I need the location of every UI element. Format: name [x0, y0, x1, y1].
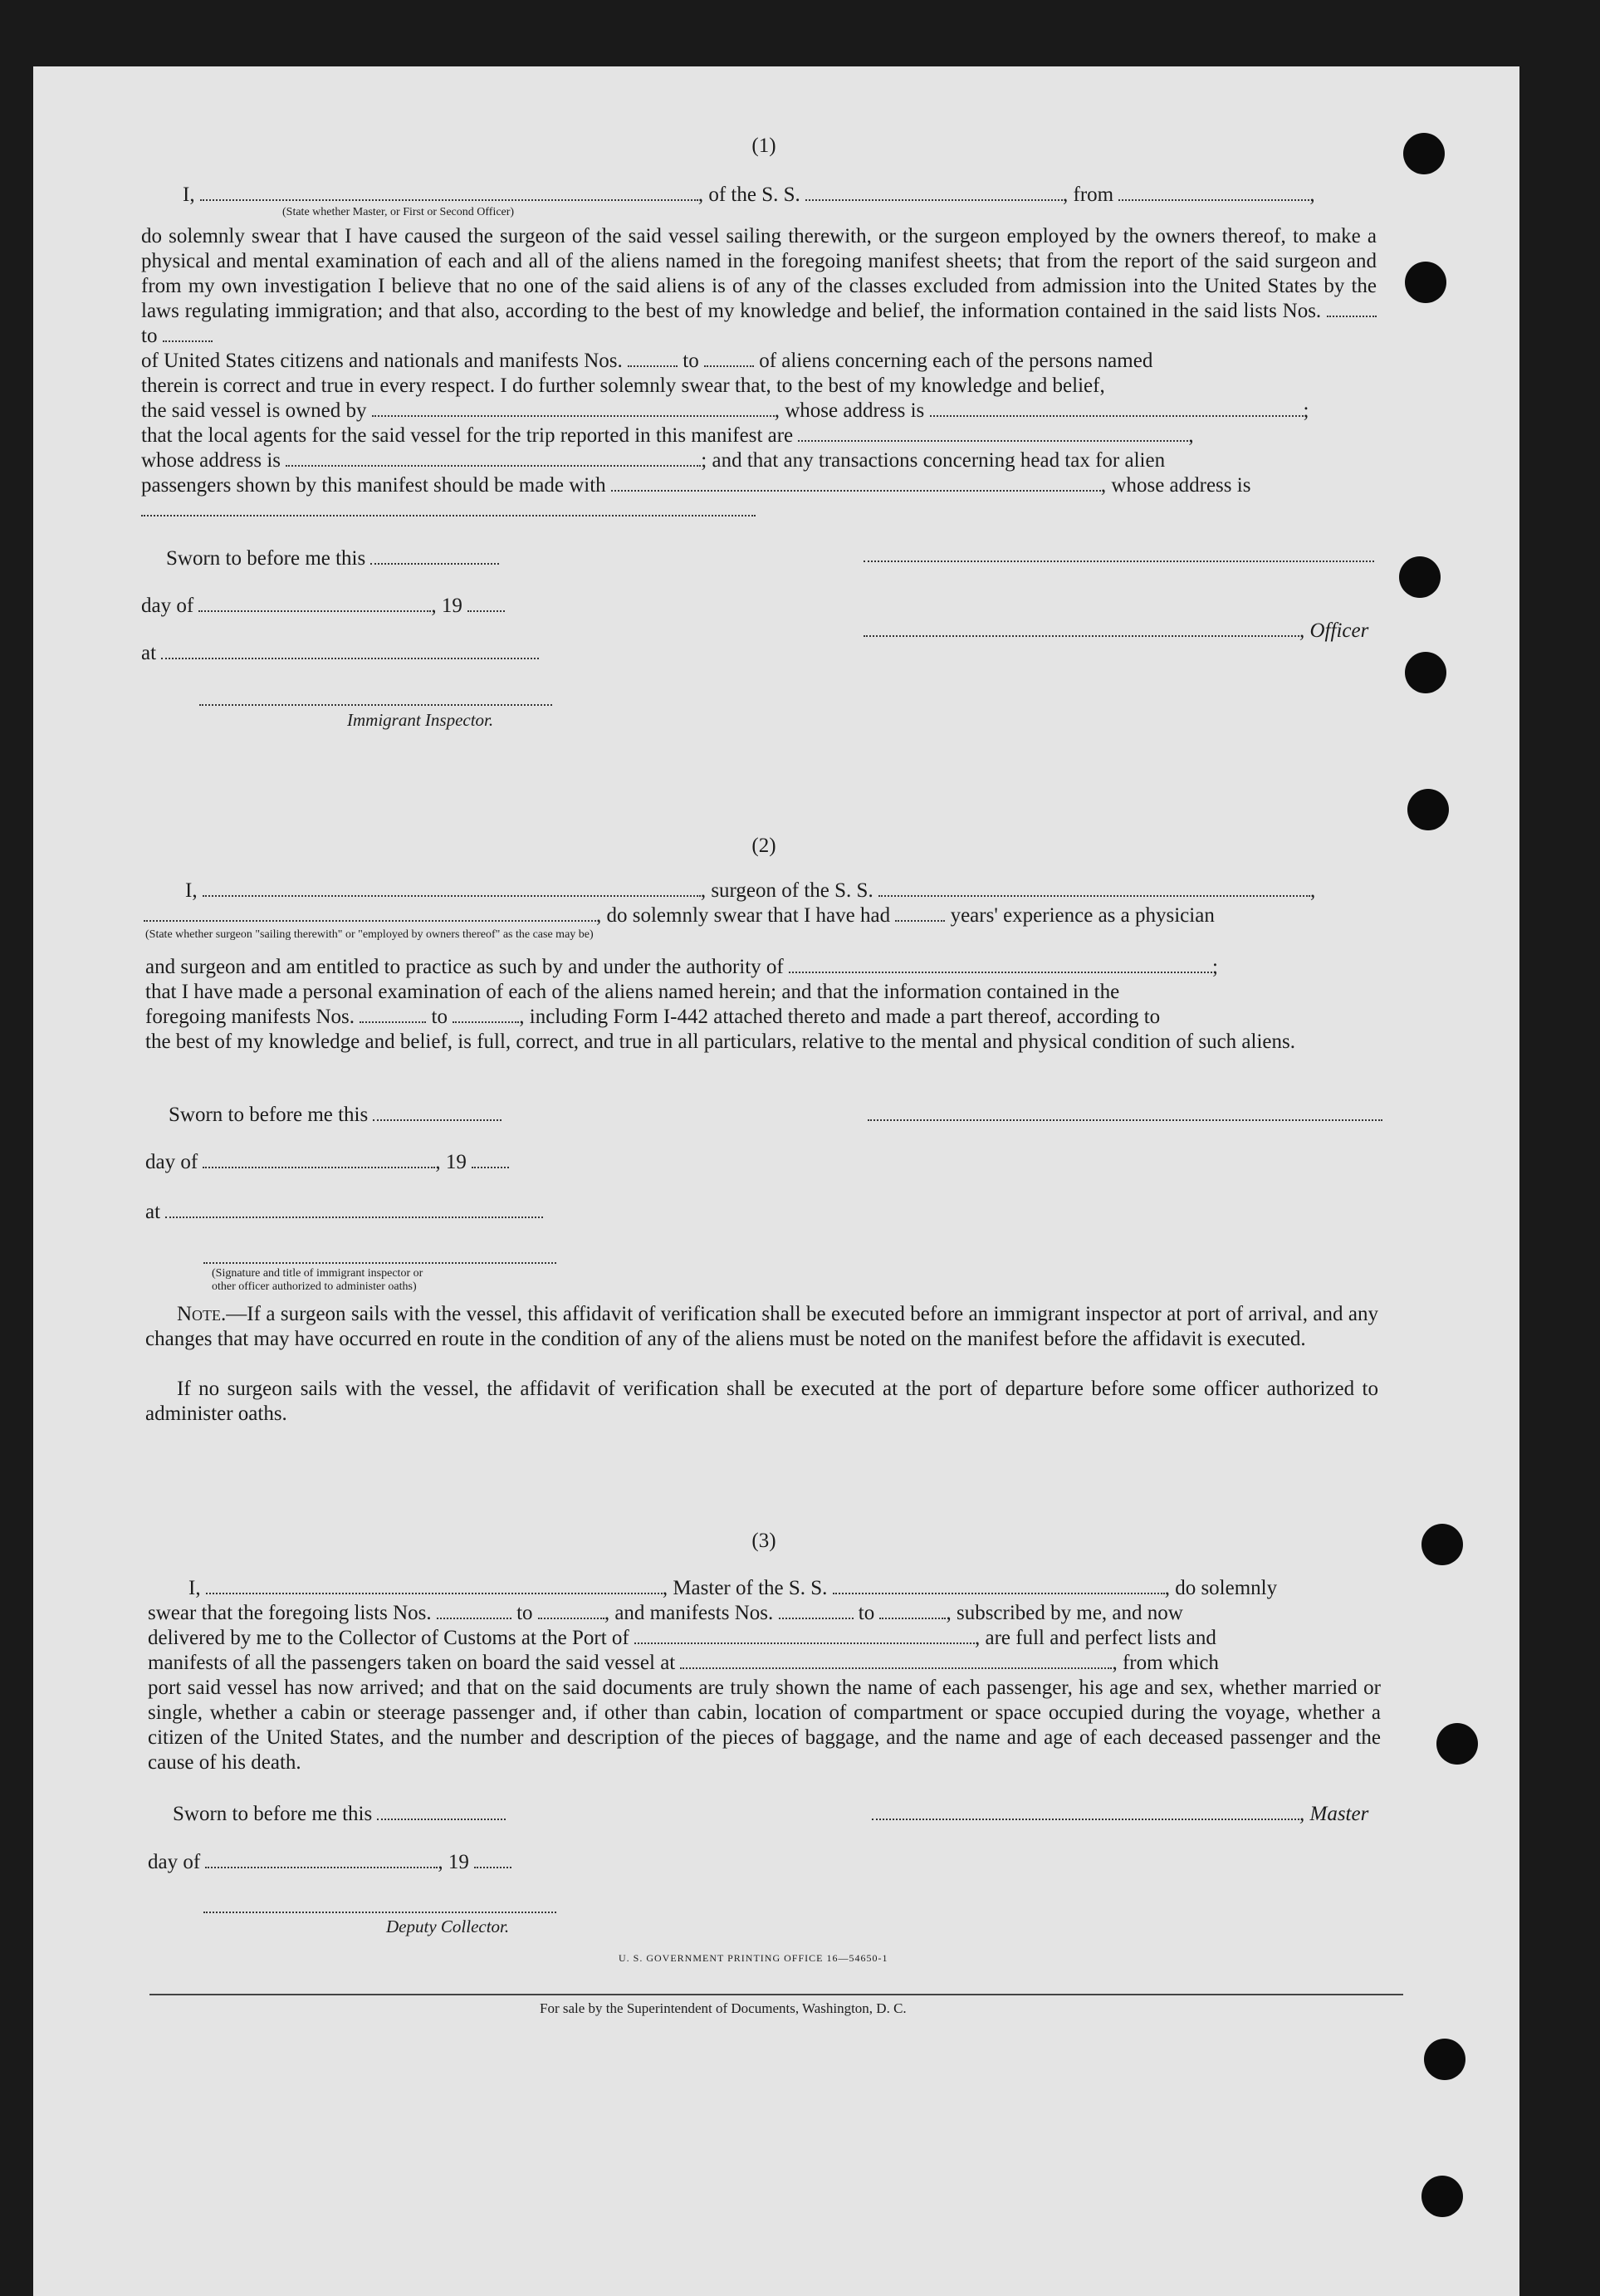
section3-paragraph-rest: port said vessel has now arrived; and that on the said documents are truly shown the name of each passenger, his age and sex, whether married or single, whether a cabin or steerage passenger and, if other than cabin, location of compartment or space occupied during the voyage, whether a citizen of the United States, and the number and description of the pieces of baggage, and the name and age of each deceased passenger and the cause of his death.	[148, 1677, 1381, 1774]
surgeon-name-field[interactable]	[203, 880, 701, 897]
s3-port-field[interactable]	[634, 1628, 975, 1644]
section2-line4: that I have made a personal examination of each of the aliens named herein; and that the information contained in the	[145, 981, 1120, 1003]
manifest-page	[33, 66, 1519, 2296]
sworn-year-field[interactable]	[467, 595, 505, 612]
section3-heading: (3)	[751, 1530, 776, 1552]
s3-vessel-field[interactable]	[833, 1578, 1165, 1594]
section1-day-of: day of , 19	[141, 594, 505, 619]
s2-sworn-month-field[interactable]	[203, 1152, 435, 1168]
punch-hole	[1399, 556, 1441, 598]
s2-sworn-year-field[interactable]	[472, 1152, 509, 1168]
officer-signature-field[interactable]	[864, 620, 1299, 637]
officer-signature-line-top[interactable]	[864, 561, 1374, 562]
s2-inspector-signature-line[interactable]	[203, 1262, 556, 1264]
years-experience-field[interactable]	[895, 905, 945, 922]
punch-hole	[1421, 1524, 1463, 1565]
section1-line-owned: the said vessel is owned by , whose address is ;	[141, 399, 1309, 422]
surgeon-signature-line[interactable]	[868, 1119, 1382, 1121]
surgeon-manifests-from-field[interactable]	[360, 1006, 426, 1023]
deputy-signature-line[interactable]	[203, 1912, 556, 1913]
s3-manifests-from-field[interactable]	[779, 1603, 854, 1619]
deputy-collector-caption: Deputy Collector.	[386, 1917, 510, 1936]
immigrant-inspector-caption: Immigrant Inspector.	[347, 710, 494, 730]
section1-line-agents: that the local agents for the said vessel for the trip reported in this manifest are ,	[141, 424, 1194, 447]
section2-line2: , do solemnly swear that I have had years' experience as a physician	[144, 903, 1215, 928]
punch-hole	[1405, 262, 1446, 303]
section2-line5: foregoing manifests Nos. to , including Form I-442 attached thereto and made a part thereof, according to	[145, 1006, 1161, 1028]
section2-paragraph-rest: the best of my knowledge and belief, is full, correct, and true in all particulars, relative to the mental and physical condition of such aliens.	[145, 1031, 1295, 1053]
section3-day-of: day of , 19	[148, 1850, 511, 1875]
section2-at: at	[145, 1200, 543, 1225]
sig-caption-1: (Signature and title of immigrant inspector or	[212, 1267, 423, 1280]
caption-surgeon: (State whether surgeon "sailing therewith" or "employed by owners thereof" as the case may be)	[145, 928, 594, 941]
section3-line3: delivered by me to the Collector of Customs at the Port of , are full and perfect lists and	[148, 1627, 1216, 1649]
sworn-place-field[interactable]	[161, 643, 539, 659]
punch-hole	[1407, 789, 1449, 830]
s3-lists-from-field[interactable]	[437, 1603, 511, 1619]
punch-hole	[1436, 1723, 1478, 1765]
section3-sworn: Sworn to before me this	[173, 1802, 506, 1827]
authority-field[interactable]	[789, 957, 1212, 973]
agents-address-field[interactable]	[286, 450, 701, 467]
manifests-from-field[interactable]	[628, 350, 678, 367]
punch-hole	[1424, 2039, 1465, 2080]
section2-heading: (2)	[751, 835, 776, 857]
s3-boarding-port-field[interactable]	[680, 1652, 1112, 1669]
section1-line-manifests: of United States citizens and nationals and manifests Nos. to of aliens concerning each of the persons named	[141, 350, 1153, 372]
officer-name-field[interactable]	[200, 184, 698, 201]
manifests-to-field[interactable]	[704, 350, 754, 367]
punch-hole	[1421, 2176, 1463, 2217]
section2-line3: and surgeon and am entitled to practice as such by and under the authority of ;	[145, 956, 1218, 978]
master-signature-field[interactable]	[872, 1804, 1299, 1820]
s3-manifests-to-field[interactable]	[879, 1603, 946, 1619]
section2-sworn: Sworn to before me this	[169, 1103, 502, 1128]
surgeon-manifests-to-field[interactable]	[453, 1006, 519, 1023]
section3-line4: manifests of all the passengers taken on board the said vessel at , from which	[148, 1652, 1219, 1674]
section2-day-of: day of , 19	[145, 1150, 509, 1175]
footer-rule	[149, 1994, 1403, 1995]
lists-from-field[interactable]	[1327, 301, 1377, 317]
headtax-address-line[interactable]	[141, 515, 756, 516]
gpo-imprint: U. S. GOVERNMENT PRINTING OFFICE 16—54650-1	[619, 1952, 888, 1964]
owner-address-field[interactable]	[930, 400, 1304, 417]
section1-line1: I, , of the S. S. , from ,	[183, 184, 1315, 206]
section1-at: at	[141, 641, 539, 666]
agents-field[interactable]	[798, 425, 1188, 442]
lists-to-field[interactable]	[163, 326, 213, 342]
section1-heading: (1)	[751, 135, 776, 157]
s3-sworn-year-field[interactable]	[474, 1852, 511, 1868]
owner-field[interactable]	[372, 400, 775, 417]
s3-lists-to-field[interactable]	[538, 1603, 604, 1619]
headtax-contact-field[interactable]	[611, 475, 1101, 492]
s2-sworn-day-field[interactable]	[373, 1104, 502, 1121]
section3-line2: swear that the foregoing lists Nos. to , and manifests Nos. to , subscribed by me, and now	[148, 1602, 1183, 1624]
for-sale-notice: For sale by the Superintendent of Documents, Washington, D. C.	[540, 2000, 907, 2016]
from-port-field[interactable]	[1118, 184, 1309, 201]
s2-sworn-place-field[interactable]	[165, 1202, 543, 1218]
surgeon-vessel-field[interactable]	[878, 880, 1310, 897]
sworn-day-field[interactable]	[370, 548, 499, 565]
section2-line1: I, , surgeon of the S. S. ,	[185, 879, 1316, 902]
vessel-name-field[interactable]	[805, 184, 1063, 201]
s3-sworn-month-field[interactable]	[205, 1852, 438, 1868]
section1-line-headtax: passengers shown by this manifest should be made with , whose address is	[141, 474, 1251, 497]
surgeon-status-field[interactable]	[144, 905, 596, 922]
note-paragraph: Note.—If a surgeon sails with the vessel, this affidavit of verification shall be executed before an immigrant inspector at port of arrival, and any changes that may have occurred en route in the condition of any of the aliens must be noted on the manifest before the affidavit is executed.	[145, 1303, 1378, 1350]
punch-hole	[1405, 652, 1446, 693]
inspector-signature-line[interactable]	[199, 704, 552, 706]
caption-master: (State whether Master, or First or Second Officer)	[282, 206, 515, 218]
punch-hole	[1403, 133, 1445, 174]
officer-signature: , Officer	[864, 619, 1368, 644]
sworn-month-field[interactable]	[198, 595, 431, 612]
note-paragraph-2: If no surgeon sails with the vessel, the affidavit of verification shall be executed at the port of departure before some officer authorized to administer oaths.	[145, 1378, 1378, 1425]
section1-line-therein: therein is correct and true in every respect. I do further solemnly swear that, to the best of my knowledge and belief,	[141, 375, 1105, 397]
section1-sworn: Sworn to before me this	[166, 546, 499, 571]
master-signature: , Master	[872, 1802, 1368, 1827]
section1-line-agents-address: whose address is ; and that any transactions concerning head tax for alien	[141, 449, 1166, 472]
section1-paragraph: do solemnly swear that I have caused the surgeon of the said vessel sailing therewith, or the surgeon employed by the owners thereof, to make a physical and mental examination of each and all of the aliens named in the foregoing manifest sheets; that from the report of the said surgeon and from my own investigation I believe that no one of the said aliens is of any of the classes excluded from admission into the United States by the laws regulating immigration; and that also, according to the best of my knowledge and belief, the information contained in the said lists Nos. to	[141, 225, 1377, 347]
section3-line1: I, , Master of the S. S. , do solemnly	[188, 1577, 1278, 1599]
sig-caption-2: other officer authorized to administer oaths)	[212, 1280, 417, 1293]
s3-master-name-field[interactable]	[206, 1578, 663, 1594]
s3-sworn-day-field[interactable]	[377, 1804, 506, 1820]
